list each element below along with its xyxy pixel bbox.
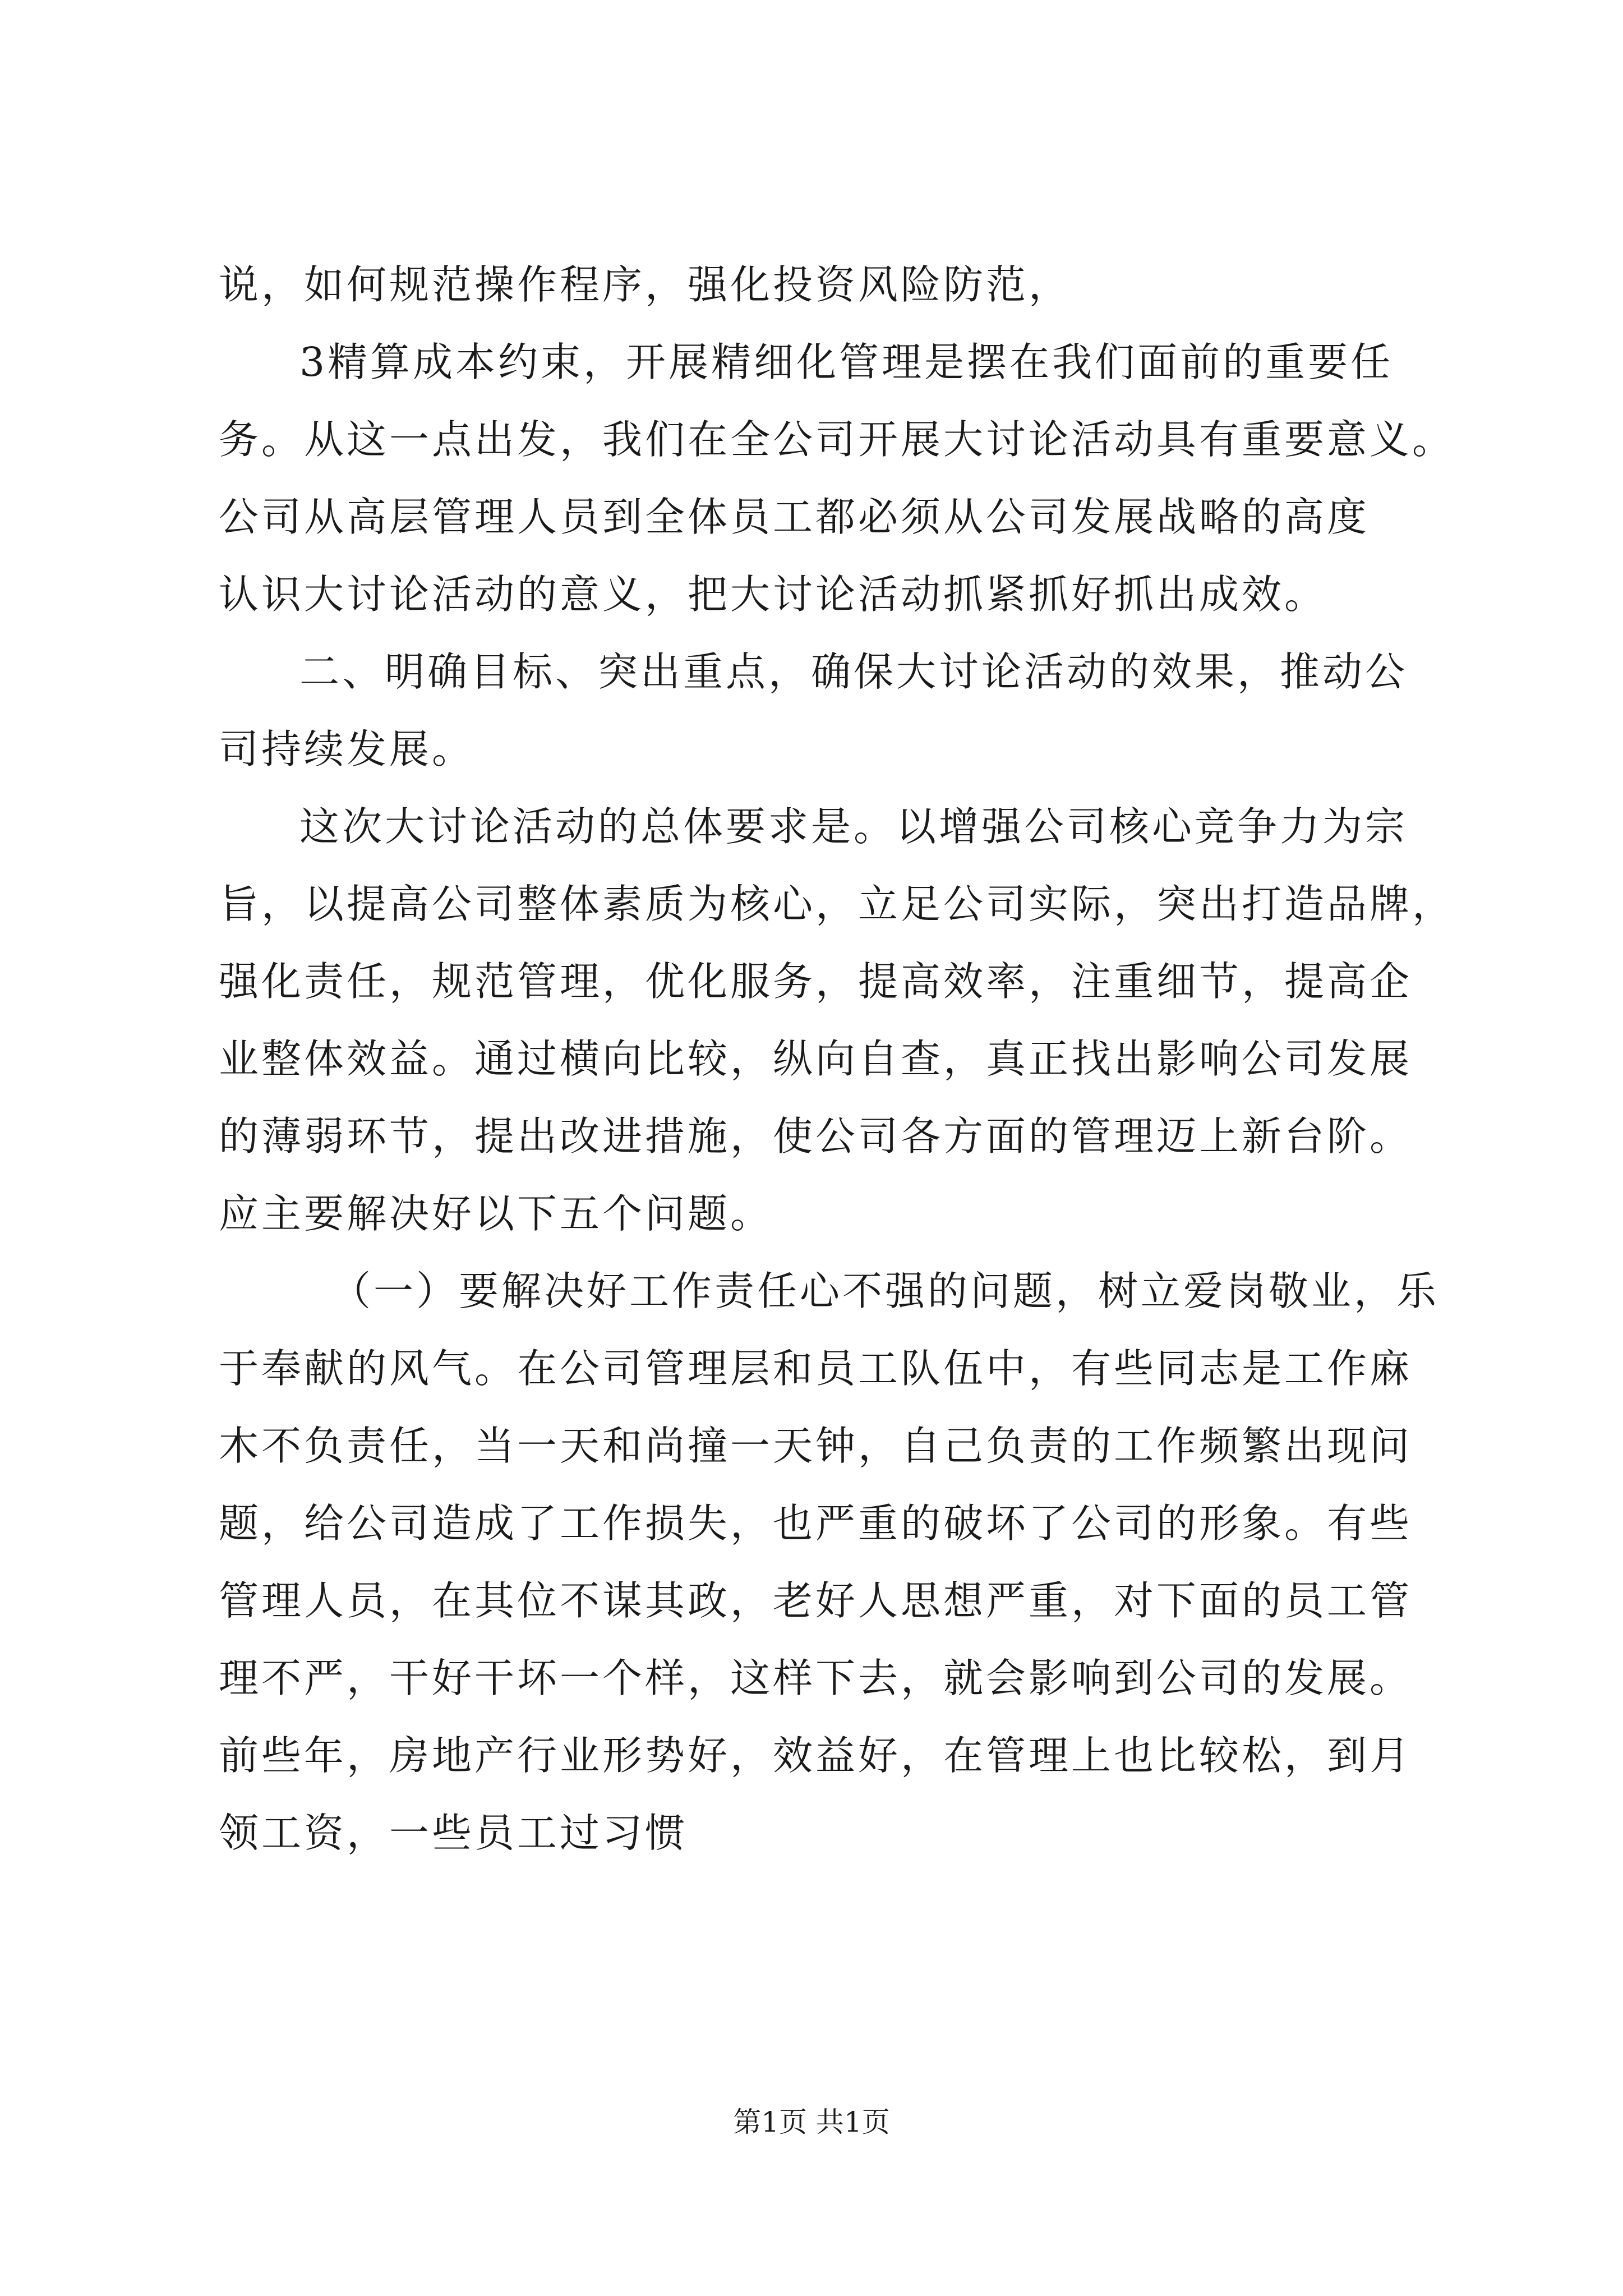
text-line: 的薄弱环节，提出改进措施，使公司各方面的管理迈上新台阶。 <box>219 1113 1413 1159</box>
text-line: 说，如何规范操作程序，强化投资风险防范， <box>219 261 1072 308</box>
text-line: 应主要解决好以下五个问题。 <box>219 1190 773 1237</box>
text-line: 题，给公司造成了工作损失，也严重的破坏了公司的形象。有些 <box>219 1500 1413 1547</box>
page-footer: 第1页 共1页 <box>733 2106 890 2138</box>
text-line: 强化责任，规范管理，优化服务，提高效率，注重细节，提高企 <box>219 958 1413 1005</box>
text-line: 旨，以提高公司整体素质为核心，立足公司实际，突出打造品牌， <box>219 881 1455 927</box>
text-line: 认识大讨论活动的意义，把大讨论活动抓紧抓好抓出成效。 <box>219 571 1327 618</box>
text-line: 领工资，一些员工过习惯 <box>219 1810 688 1856</box>
text-line: 理不严，干好干坏一个样，这样下去，就会影响到公司的发展。 <box>219 1655 1413 1701</box>
text-line: 木不负责任，当一天和尚撞一天钟，自己负责的工作频繁出现问 <box>219 1423 1413 1469</box>
text-line: 于奉献的风气。在公司管理层和员工队伍中，有些同志是工作麻 <box>219 1345 1413 1392</box>
text-line: 业整体效益。通过横向比较，纵向自查，真正找出影响公司发展 <box>219 1036 1413 1082</box>
text-line: 前些年，房地产行业形势好，效益好，在管理上也比较松，到月 <box>219 1732 1413 1779</box>
text-line: 这次大讨论活动的总体要求是。以增强公司核心竞争力为宗 <box>299 803 1408 850</box>
text-line: 务。从这一点出发，我们在全公司开展大讨论活动具有重要意义。 <box>219 416 1455 463</box>
text-line: 3精算成本约束，开展精细化管理是摆在我们面前的重要任 <box>299 339 1394 385</box>
text-line: 管理人员，在其位不谋其政，老好人思想严重，对下面的员工管 <box>219 1577 1413 1624</box>
section-heading: 二、明确目标、突出重点，确保大讨论活动的效果，推动公 <box>299 648 1408 695</box>
text-line: 公司从高层管理人员到全体员工都必须从公司发展战略的高度 <box>219 494 1370 540</box>
subsection-heading: （一）要解决好工作责任心不强的问题，树立爱岗敬业，乐 <box>331 1268 1440 1314</box>
text-line: 司持续发展。 <box>219 726 475 772</box>
